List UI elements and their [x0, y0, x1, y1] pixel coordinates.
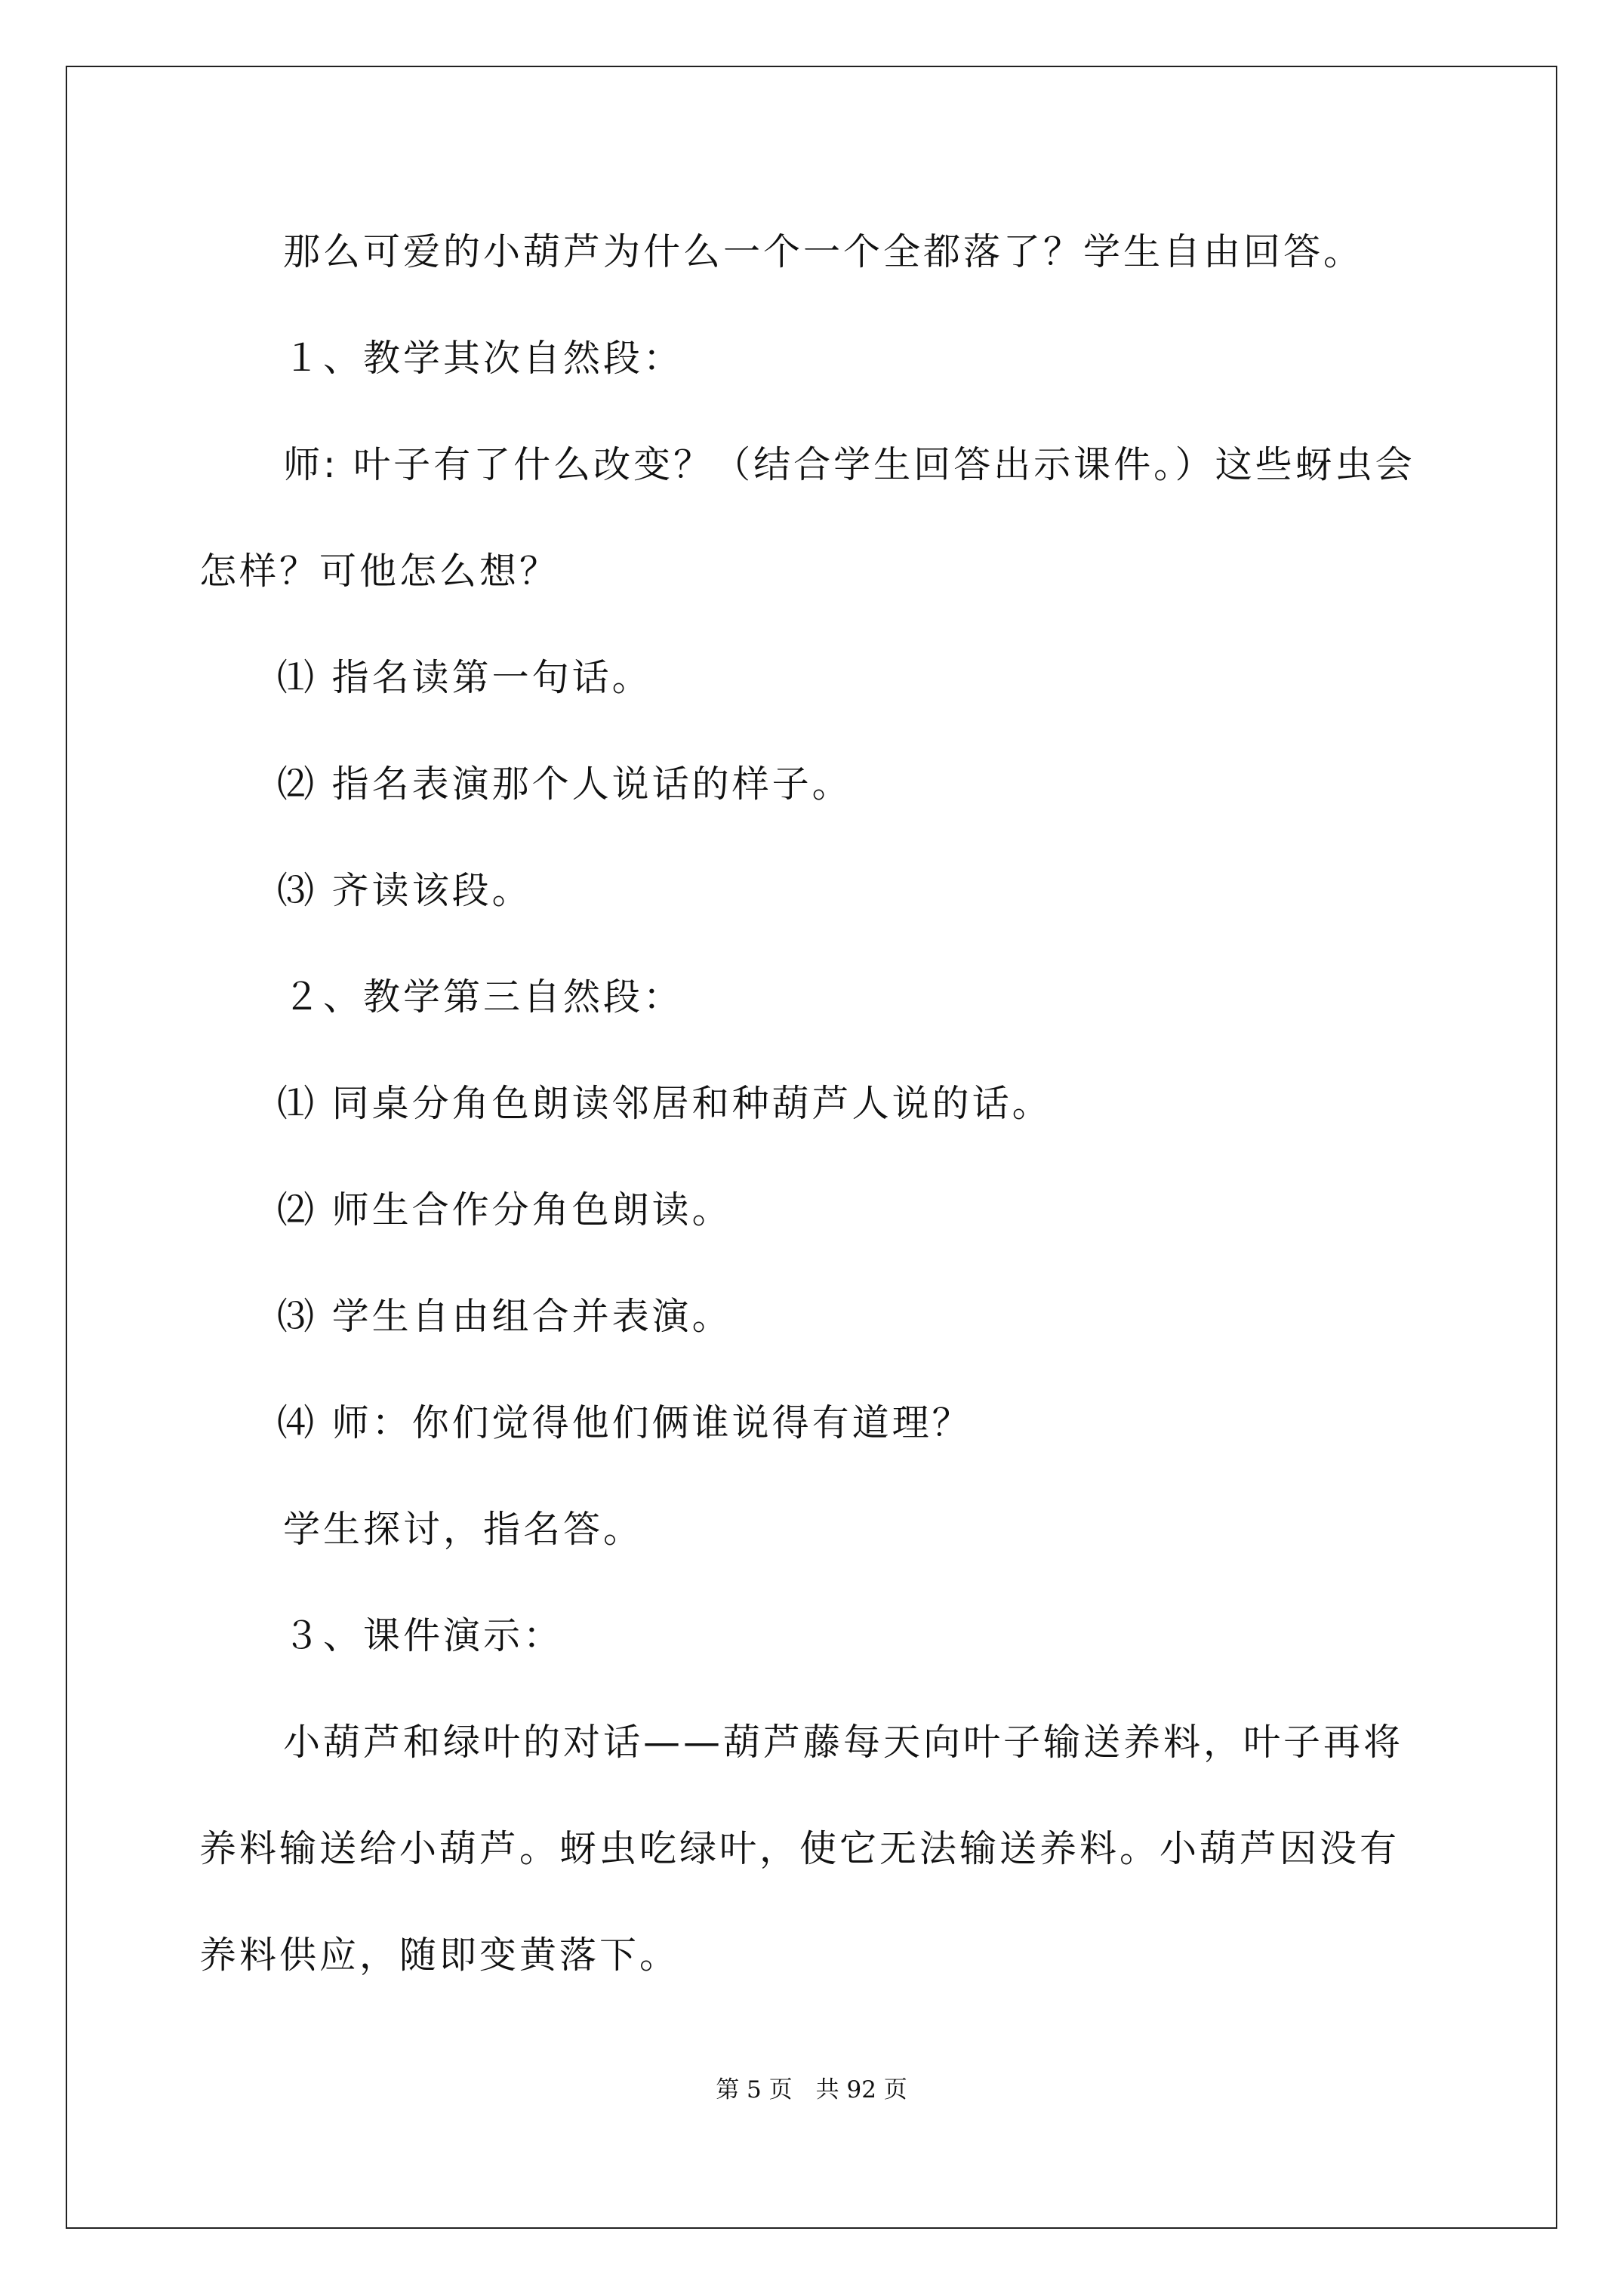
text-line: 师: 叶子有了什么改变？（结合学生回答出示课件。）这些蚜虫会 [283, 443, 1415, 486]
section-heading: ３、课件演示： [283, 1614, 564, 1657]
text-line: 怎样？可他怎么想？ [199, 550, 560, 593]
text-line: 那么可爱的小葫芦为什么一个一个全都落了？学生自由回答。 [283, 230, 1364, 273]
section-heading: ２、教学第三自然段： [283, 975, 684, 1019]
list-item: ⑷ 师：你们觉得他们俩谁说得有道理？ [277, 1401, 972, 1444]
section-heading: １、教学其次自然段： [283, 337, 684, 380]
text-line: 小葫芦和绿叶的对话——葫芦藤每天向叶子输送养料，叶子再将 [283, 1721, 1404, 1764]
text-line: 学生探讨，指名答。 [283, 1508, 644, 1551]
list-item: ⑵ 指名表演那个人说话的样子。 [277, 763, 852, 806]
list-item: ⑵ 师生合作分角色朗读。 [277, 1188, 732, 1231]
page-number-footer: 第 5 页 共 92 页 [716, 2076, 907, 2103]
text-line: 养料供应，随即变黄落下。 [199, 1934, 680, 1977]
text-line: 养料输送给小葫芦。蚜虫吃绿叶，使它无法输送养料。小葫芦因没有 [199, 1827, 1400, 1870]
page-border [66, 66, 1557, 2229]
list-item: ⑶ 齐读该段。 [277, 869, 532, 912]
list-item: ⑴ 同桌分角色朗读邻居和种葫芦人说的话。 [277, 1082, 1052, 1125]
list-item: ⑶ 学生自由组合并表演。 [277, 1295, 732, 1338]
list-item: ⑴ 指名读第一句话。 [277, 656, 652, 699]
